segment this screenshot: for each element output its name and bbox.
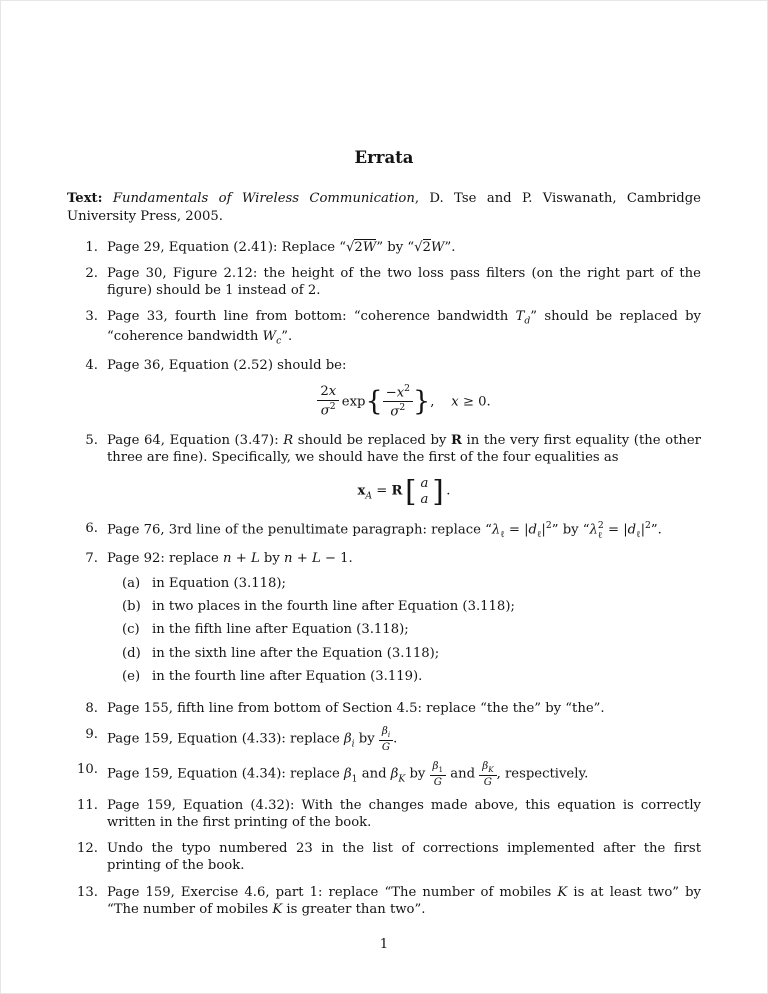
item-body bbox=[107, 550, 701, 691]
item-body bbox=[107, 308, 701, 347]
item-text: Page 64, Equation (3.47): R should be replaced by R in the very first equality (the other three are fine). Specifically, we should have the first of the four equalities as $x_A = R$ [ a a ] . bbox=[107, 433, 701, 509]
item-number: 6. bbox=[85, 520, 98, 536]
page-number: 1 bbox=[379, 936, 389, 952]
item-number: 4. bbox=[85, 357, 98, 373]
item-number: 11. bbox=[77, 797, 98, 813]
errata-item bbox=[67, 550, 701, 691]
item-text: Page 155, fifth line from bottom of Section 4.5: replace “the the” by “the”. bbox=[107, 700, 605, 716]
item-body bbox=[107, 357, 701, 424]
subitem-label: (e) bbox=[122, 668, 141, 684]
errata-item bbox=[67, 308, 701, 347]
subitem-text: in Equation (3.118); bbox=[152, 576, 286, 592]
subitem bbox=[122, 668, 701, 685]
subitem bbox=[122, 575, 701, 592]
item-body bbox=[107, 700, 701, 717]
item-text: Page 159, Equation (4.33): replace $\beta_i$ by $\frac{\beta_i}{G}$ . bbox=[107, 725, 398, 753]
item-body bbox=[107, 239, 701, 256]
item-body bbox=[107, 840, 701, 874]
item-body bbox=[107, 761, 701, 787]
errata-item bbox=[67, 357, 701, 424]
errata-item bbox=[67, 726, 701, 752]
document-content bbox=[1, 1, 767, 918]
item-text: Page 159, Equation (4.34): replace $\beta_1$ and $\beta_K$ by $\frac{\beta_1}{G}$ and $\frac{\beta_K}{G}$ , respectively. bbox=[107, 760, 589, 789]
subitem-text: in two places in the fourth line after Equation (3.118); bbox=[152, 599, 515, 615]
item-text: Page 76, 3rd line of the penultimate paragraph: replace “$\lambda_\ell = |d_\ell|^2$” by “λ 2 ℓ = $|d_\ell|^2$”. bbox=[107, 519, 662, 541]
item-text: Page 30, Figure 2.12: the height of the two loss pass filters (on the right part of the figure) should be 1 instead of 2. bbox=[107, 265, 701, 299]
item-number: 3. bbox=[85, 309, 98, 325]
subitem-label: (a) bbox=[122, 576, 141, 592]
subitem bbox=[122, 645, 701, 662]
item-body bbox=[107, 797, 701, 831]
page-title: Errata bbox=[354, 148, 414, 167]
item-number: 13. bbox=[77, 884, 98, 900]
errata-item bbox=[67, 432, 701, 511]
subitem-label: (b) bbox=[122, 599, 141, 615]
item-number: 7. bbox=[85, 550, 98, 566]
item-body bbox=[107, 884, 701, 918]
errata-item bbox=[67, 700, 701, 717]
item-number: 10. bbox=[77, 762, 98, 778]
item-number: 12. bbox=[77, 841, 98, 857]
item-number: 8. bbox=[85, 700, 98, 716]
errata-item bbox=[67, 840, 701, 874]
intro-label: Text: bbox=[67, 191, 103, 207]
item-number: 1. bbox=[85, 239, 98, 255]
item-body bbox=[107, 520, 701, 541]
item-text: Page 33, fourth line from bottom: “coherence bandwidth $T_d$” should be replaced by “coherence bandwidth $W_c$”. bbox=[107, 309, 701, 347]
item-number: 9. bbox=[85, 727, 98, 743]
errata-item bbox=[67, 884, 701, 918]
subitem-text: in the sixth line after the Equation (3.118); bbox=[152, 645, 440, 661]
item-text: Undo the typo numbered 23 in the list of corrections implemented after the first printing of the book. bbox=[107, 841, 701, 874]
subitem bbox=[122, 598, 701, 615]
item-number: 2. bbox=[85, 265, 98, 281]
subitem-list bbox=[107, 575, 701, 685]
subitem-text: in the fourth line after Equation (3.119). bbox=[152, 668, 423, 684]
item-text: Page 36, Equation (2.52) should be: $\frac{2x}{\sigma^2}$ exp{ $\frac{-x^2}{\sigma^2}$ }, x ≥ 0. bbox=[107, 357, 491, 420]
errata-item bbox=[67, 520, 701, 541]
item-body bbox=[107, 265, 701, 299]
item-body bbox=[107, 432, 701, 511]
errata-item bbox=[67, 797, 701, 831]
errata-item bbox=[67, 265, 701, 299]
errata-item bbox=[67, 761, 701, 787]
subitem-text: in the fifth line after Equation (3.118); bbox=[152, 622, 409, 638]
errata-list bbox=[67, 239, 701, 918]
item-text: Page 159, Exercise 4.6, part 1: replace “The number of mobiles K is at least two” by “The number of mobiles K is greater than two”. bbox=[107, 884, 701, 917]
subitem-label: (c) bbox=[122, 622, 140, 638]
item-number: 5. bbox=[85, 433, 98, 449]
item-text: Page 159, Equation (4.32): With the changes made above, this equation is correctly written in the first printing of the book. bbox=[107, 797, 701, 831]
subitem-label: (d) bbox=[122, 645, 141, 661]
item-text: Page 92: replace n + L by n + L − 1. bbox=[107, 550, 353, 566]
subitem bbox=[122, 621, 701, 638]
intro-text: Fundamentals of Wireless Communication, D. Tse and P. Viswanath, Cambridge University Press, 2005. bbox=[67, 191, 701, 224]
item-body bbox=[107, 726, 701, 752]
item-text: Page 29, Equation (2.41): Replace “√2W” by “√2W”. bbox=[107, 239, 456, 255]
intro-paragraph bbox=[67, 190, 701, 224]
errata-item bbox=[67, 239, 701, 256]
